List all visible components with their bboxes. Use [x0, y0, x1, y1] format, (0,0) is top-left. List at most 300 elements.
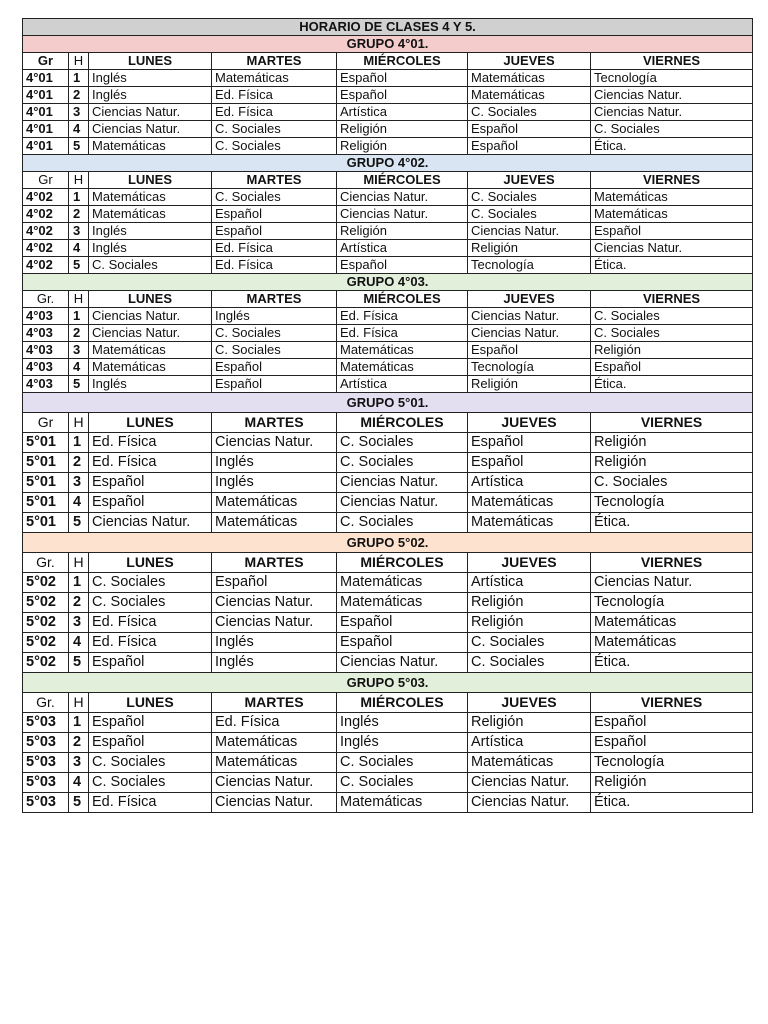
subject-cell: Artística: [468, 573, 591, 593]
subject-cell: Ciencias Natur.: [212, 793, 337, 813]
subject-cell: Matemáticas: [591, 613, 753, 633]
subject-cell: Inglés: [89, 240, 212, 257]
subject-cell: C. Sociales: [468, 206, 591, 223]
subject-cell: Ciencias Natur.: [212, 593, 337, 613]
subject-cell: Español: [337, 613, 468, 633]
column-header: MARTES: [212, 53, 337, 70]
table-row: [23, 257, 753, 274]
hour-cell: 4: [69, 240, 89, 257]
subject-cell: Inglés: [337, 713, 468, 733]
subject-cell: Español: [337, 257, 468, 274]
subject-cell: Español: [591, 713, 753, 733]
subject-cell: C. Sociales: [591, 308, 753, 325]
subject-cell: Religión: [468, 240, 591, 257]
group-band-row: [23, 274, 753, 291]
subject-cell: Artística: [337, 104, 468, 121]
subject-cell: C. Sociales: [212, 325, 337, 342]
table-row: [23, 613, 753, 633]
table-row: [23, 189, 753, 206]
subject-cell: Ciencias Natur.: [212, 773, 337, 793]
table-row: [23, 473, 753, 493]
column-header: Gr: [23, 172, 69, 189]
subject-cell: Ética.: [591, 257, 753, 274]
subject-cell: Ed. Física: [89, 613, 212, 633]
subject-cell: Ed. Física: [89, 433, 212, 453]
group-band-row: [23, 155, 753, 172]
hour-cell: 2: [69, 733, 89, 753]
subject-cell: Religión: [468, 376, 591, 393]
subject-cell: Español: [212, 206, 337, 223]
subject-cell: C. Sociales: [89, 753, 212, 773]
subject-cell: Español: [212, 376, 337, 393]
group-cell: 4°01: [23, 121, 69, 138]
subject-cell: C. Sociales: [337, 513, 468, 533]
hour-cell: 5: [69, 138, 89, 155]
column-header: LUNES: [89, 553, 212, 573]
subject-cell: Ciencias Natur.: [212, 433, 337, 453]
group-title: GRUPO 4°03.: [23, 274, 753, 291]
subject-cell: Religión: [337, 121, 468, 138]
table-row: [23, 104, 753, 121]
subject-cell: Inglés: [89, 376, 212, 393]
column-header: MIÉRCOLES: [337, 553, 468, 573]
column-header: H: [69, 53, 89, 70]
group-cell: 4°02: [23, 240, 69, 257]
subject-cell: Español: [89, 473, 212, 493]
subject-cell: Inglés: [89, 70, 212, 87]
title-row: [23, 19, 753, 36]
column-header: LUNES: [89, 53, 212, 70]
column-header: VIERNES: [591, 53, 753, 70]
hour-cell: 1: [69, 308, 89, 325]
subject-cell: Español: [212, 359, 337, 376]
group-cell: 5°01: [23, 433, 69, 453]
group-cell: 4°01: [23, 70, 69, 87]
group-cell: 5°02: [23, 613, 69, 633]
subject-cell: Religión: [337, 138, 468, 155]
group-header-row: [23, 553, 753, 573]
subject-cell: Inglés: [89, 223, 212, 240]
subject-cell: Español: [591, 223, 753, 240]
column-header: JUEVES: [468, 553, 591, 573]
group-cell: 4°02: [23, 257, 69, 274]
subject-cell: C. Sociales: [591, 121, 753, 138]
subject-cell: Español: [468, 138, 591, 155]
subject-cell: Religión: [591, 433, 753, 453]
subject-cell: Ed. Física: [212, 240, 337, 257]
subject-cell: Matemáticas: [591, 189, 753, 206]
group-cell: 4°02: [23, 223, 69, 240]
table-row: [23, 653, 753, 673]
hour-cell: 3: [69, 613, 89, 633]
hour-cell: 3: [69, 342, 89, 359]
column-header: Gr.: [23, 693, 69, 713]
subject-cell: Ciencias Natur.: [468, 793, 591, 813]
group-band-row: [23, 36, 753, 53]
column-header: MARTES: [212, 172, 337, 189]
group-band-row: [23, 673, 753, 693]
subject-cell: Matemáticas: [89, 359, 212, 376]
subject-cell: Ciencias Natur.: [337, 493, 468, 513]
subject-cell: Matemáticas: [89, 206, 212, 223]
subject-cell: Ciencias Natur.: [468, 325, 591, 342]
subject-cell: Ciencias Natur.: [468, 773, 591, 793]
subject-cell: C. Sociales: [468, 189, 591, 206]
group-cell: 5°02: [23, 653, 69, 673]
subject-cell: Tecnología: [468, 257, 591, 274]
subject-cell: Matemáticas: [468, 753, 591, 773]
subject-cell: C. Sociales: [212, 189, 337, 206]
column-header: Gr: [23, 413, 69, 433]
column-header: VIERNES: [591, 553, 753, 573]
subject-cell: Ética.: [591, 793, 753, 813]
subject-cell: Artística: [337, 240, 468, 257]
group-title: GRUPO 4°02.: [23, 155, 753, 172]
schedule-title: HORARIO DE CLASES 4 Y 5.: [23, 19, 753, 36]
subject-cell: Inglés: [337, 733, 468, 753]
subject-cell: Inglés: [212, 473, 337, 493]
group-cell: 4°01: [23, 104, 69, 121]
column-header: Gr: [23, 53, 69, 70]
subject-cell: Matemáticas: [212, 70, 337, 87]
table-row: [23, 206, 753, 223]
hour-cell: 3: [69, 104, 89, 121]
subject-cell: C. Sociales: [337, 773, 468, 793]
table-row: [23, 138, 753, 155]
hour-cell: 1: [69, 189, 89, 206]
hour-cell: 1: [69, 70, 89, 87]
subject-cell: Español: [468, 433, 591, 453]
subject-cell: C. Sociales: [468, 104, 591, 121]
column-header: LUNES: [89, 291, 212, 308]
subject-cell: Ed. Física: [89, 793, 212, 813]
group-cell: 5°01: [23, 473, 69, 493]
group-cell: 5°02: [23, 593, 69, 613]
subject-cell: Español: [89, 493, 212, 513]
schedule-sheet: [22, 18, 752, 813]
table-row: [23, 493, 753, 513]
group-title: GRUPO 4°01.: [23, 36, 753, 53]
column-header: H: [69, 693, 89, 713]
group-title: GRUPO 5°01.: [23, 393, 753, 413]
subject-cell: Matemáticas: [212, 733, 337, 753]
subject-cell: C. Sociales: [337, 753, 468, 773]
table-row: [23, 87, 753, 104]
hour-cell: 3: [69, 753, 89, 773]
subject-cell: Inglés: [212, 633, 337, 653]
table-row: [23, 733, 753, 753]
subject-cell: Matemáticas: [212, 493, 337, 513]
hour-cell: 5: [69, 793, 89, 813]
subject-cell: C. Sociales: [591, 473, 753, 493]
group-cell: 4°03: [23, 342, 69, 359]
group-cell: 4°01: [23, 138, 69, 155]
subject-cell: Español: [89, 713, 212, 733]
group-cell: 4°03: [23, 308, 69, 325]
group-cell: 4°01: [23, 87, 69, 104]
table-row: [23, 70, 753, 87]
hour-cell: 3: [69, 223, 89, 240]
table-row: [23, 713, 753, 733]
subject-cell: Ciencias Natur.: [337, 206, 468, 223]
subject-cell: Ciencias Natur.: [337, 653, 468, 673]
column-header: MIÉRCOLES: [337, 291, 468, 308]
subject-cell: Ed. Física: [212, 104, 337, 121]
subject-cell: Inglés: [212, 453, 337, 473]
column-header: LUNES: [89, 413, 212, 433]
subject-cell: Religión: [591, 453, 753, 473]
subject-cell: Tecnología: [591, 593, 753, 613]
group-cell: 5°03: [23, 713, 69, 733]
subject-cell: Ética.: [591, 513, 753, 533]
subject-cell: Religión: [468, 613, 591, 633]
column-header: JUEVES: [468, 172, 591, 189]
group-cell: 4°02: [23, 206, 69, 223]
subject-cell: Matemáticas: [468, 493, 591, 513]
subject-cell: C. Sociales: [89, 257, 212, 274]
subject-cell: Matemáticas: [89, 189, 212, 206]
table-row: [23, 376, 753, 393]
hour-cell: 4: [69, 121, 89, 138]
column-header: VIERNES: [591, 172, 753, 189]
column-header: H: [69, 413, 89, 433]
subject-cell: Español: [89, 733, 212, 753]
subject-cell: C. Sociales: [591, 325, 753, 342]
subject-cell: Español: [468, 453, 591, 473]
column-header: Gr.: [23, 291, 69, 308]
column-header: JUEVES: [468, 413, 591, 433]
schedule-table: [22, 18, 753, 813]
subject-cell: Artística: [468, 733, 591, 753]
group-band-row: [23, 533, 753, 553]
table-row: [23, 633, 753, 653]
subject-cell: Matemáticas: [337, 342, 468, 359]
subject-cell: Ciencias Natur.: [468, 223, 591, 240]
hour-cell: 4: [69, 493, 89, 513]
column-header: JUEVES: [468, 693, 591, 713]
subject-cell: C. Sociales: [212, 138, 337, 155]
table-row: [23, 513, 753, 533]
subject-cell: Ética.: [591, 653, 753, 673]
subject-cell: Ciencias Natur.: [212, 613, 337, 633]
table-row: [23, 773, 753, 793]
group-cell: 4°03: [23, 376, 69, 393]
group-cell: 5°02: [23, 633, 69, 653]
group-cell: 5°03: [23, 753, 69, 773]
column-header: VIERNES: [591, 693, 753, 713]
table-row: [23, 342, 753, 359]
column-header: LUNES: [89, 693, 212, 713]
subject-cell: C. Sociales: [337, 453, 468, 473]
hour-cell: 5: [69, 257, 89, 274]
subject-cell: Matemáticas: [468, 70, 591, 87]
subject-cell: Ciencias Natur.: [89, 308, 212, 325]
subject-cell: Español: [591, 359, 753, 376]
group-cell: 5°03: [23, 773, 69, 793]
subject-cell: Ciencias Natur.: [591, 87, 753, 104]
table-row: [23, 753, 753, 773]
schedule-body: [23, 19, 753, 813]
subject-cell: Ed. Física: [89, 453, 212, 473]
subject-cell: Matemáticas: [337, 793, 468, 813]
subject-cell: Artística: [337, 376, 468, 393]
table-row: [23, 359, 753, 376]
hour-cell: 5: [69, 653, 89, 673]
subject-cell: Español: [591, 733, 753, 753]
group-header-row: [23, 172, 753, 189]
subject-cell: Ética.: [591, 376, 753, 393]
subject-cell: C. Sociales: [468, 653, 591, 673]
subject-cell: Inglés: [89, 87, 212, 104]
subject-cell: Tecnología: [591, 493, 753, 513]
subject-cell: Inglés: [212, 308, 337, 325]
group-cell: 5°03: [23, 793, 69, 813]
group-cell: 5°01: [23, 453, 69, 473]
subject-cell: Español: [89, 653, 212, 673]
subject-cell: Ed. Física: [337, 308, 468, 325]
subject-cell: Matemáticas: [337, 573, 468, 593]
table-row: [23, 433, 753, 453]
subject-cell: Tecnología: [468, 359, 591, 376]
hour-cell: 4: [69, 773, 89, 793]
group-cell: 4°03: [23, 325, 69, 342]
subject-cell: C. Sociales: [468, 633, 591, 653]
subject-cell: Ciencias Natur.: [468, 308, 591, 325]
subject-cell: Matemáticas: [89, 138, 212, 155]
column-header: H: [69, 553, 89, 573]
subject-cell: C. Sociales: [212, 342, 337, 359]
subject-cell: Matemáticas: [89, 342, 212, 359]
subject-cell: Matemáticas: [468, 513, 591, 533]
hour-cell: 2: [69, 453, 89, 473]
subject-cell: Ciencias Natur.: [591, 573, 753, 593]
group-cell: 4°03: [23, 359, 69, 376]
subject-cell: Español: [337, 70, 468, 87]
hour-cell: 1: [69, 713, 89, 733]
subject-cell: Ciencias Natur.: [89, 121, 212, 138]
group-cell: 5°01: [23, 513, 69, 533]
subject-cell: Ed. Física: [212, 257, 337, 274]
column-header: MARTES: [212, 553, 337, 573]
subject-cell: Matemáticas: [212, 513, 337, 533]
subject-cell: Ciencias Natur.: [337, 473, 468, 493]
subject-cell: Ciencias Natur.: [591, 104, 753, 121]
column-header: LUNES: [89, 172, 212, 189]
table-row: [23, 223, 753, 240]
subject-cell: C. Sociales: [337, 433, 468, 453]
subject-cell: Español: [337, 633, 468, 653]
column-header: JUEVES: [468, 53, 591, 70]
table-row: [23, 308, 753, 325]
subject-cell: Matemáticas: [337, 359, 468, 376]
subject-cell: Español: [337, 87, 468, 104]
subject-cell: Ed. Física: [337, 325, 468, 342]
column-header: JUEVES: [468, 291, 591, 308]
subject-cell: Ed. Física: [89, 633, 212, 653]
group-header-row: [23, 291, 753, 308]
subject-cell: Matemáticas: [212, 753, 337, 773]
hour-cell: 5: [69, 513, 89, 533]
subject-cell: Matemáticas: [591, 206, 753, 223]
group-header-row: [23, 53, 753, 70]
table-row: [23, 593, 753, 613]
column-header: H: [69, 172, 89, 189]
subject-cell: Matemáticas: [337, 593, 468, 613]
column-header: MARTES: [212, 413, 337, 433]
column-header: H: [69, 291, 89, 308]
subject-cell: Matemáticas: [591, 633, 753, 653]
hour-cell: 1: [69, 573, 89, 593]
column-header: MIÉRCOLES: [337, 53, 468, 70]
group-title: GRUPO 5°03.: [23, 673, 753, 693]
subject-cell: Ciencias Natur.: [337, 189, 468, 206]
group-header-row: [23, 413, 753, 433]
hour-cell: 1: [69, 433, 89, 453]
hour-cell: 2: [69, 593, 89, 613]
table-row: [23, 121, 753, 138]
column-header: MIÉRCOLES: [337, 413, 468, 433]
group-title: GRUPO 5°02.: [23, 533, 753, 553]
column-header: MARTES: [212, 291, 337, 308]
subject-cell: Religión: [591, 773, 753, 793]
hour-cell: 3: [69, 473, 89, 493]
subject-cell: Ed. Física: [212, 713, 337, 733]
table-row: [23, 325, 753, 342]
table-row: [23, 240, 753, 257]
subject-cell: Religión: [591, 342, 753, 359]
subject-cell: Ciencias Natur.: [89, 513, 212, 533]
column-header: Gr.: [23, 553, 69, 573]
hour-cell: 4: [69, 359, 89, 376]
hour-cell: 4: [69, 633, 89, 653]
subject-cell: Matemáticas: [468, 87, 591, 104]
subject-cell: Tecnología: [591, 70, 753, 87]
subject-cell: Ciencias Natur.: [89, 325, 212, 342]
subject-cell: Ciencias Natur.: [591, 240, 753, 257]
group-cell: 4°02: [23, 189, 69, 206]
subject-cell: Ciencias Natur.: [89, 104, 212, 121]
column-header: MIÉRCOLES: [337, 693, 468, 713]
subject-cell: Español: [468, 121, 591, 138]
subject-cell: Tecnología: [591, 753, 753, 773]
subject-cell: Religión: [468, 593, 591, 613]
column-header: VIERNES: [591, 291, 753, 308]
subject-cell: Ed. Física: [212, 87, 337, 104]
column-header: MIÉRCOLES: [337, 172, 468, 189]
hour-cell: 2: [69, 206, 89, 223]
subject-cell: Artística: [468, 473, 591, 493]
subject-cell: Ética.: [591, 138, 753, 155]
subject-cell: C. Sociales: [89, 573, 212, 593]
group-cell: 5°01: [23, 493, 69, 513]
group-header-row: [23, 693, 753, 713]
subject-cell: C. Sociales: [212, 121, 337, 138]
subject-cell: Español: [212, 573, 337, 593]
table-row: [23, 573, 753, 593]
column-header: MARTES: [212, 693, 337, 713]
column-header: VIERNES: [591, 413, 753, 433]
table-row: [23, 453, 753, 473]
subject-cell: Español: [468, 342, 591, 359]
hour-cell: 2: [69, 87, 89, 104]
group-cell: 5°03: [23, 733, 69, 753]
hour-cell: 2: [69, 325, 89, 342]
subject-cell: C. Sociales: [89, 593, 212, 613]
subject-cell: C. Sociales: [89, 773, 212, 793]
subject-cell: Inglés: [212, 653, 337, 673]
hour-cell: 5: [69, 376, 89, 393]
table-row: [23, 793, 753, 813]
